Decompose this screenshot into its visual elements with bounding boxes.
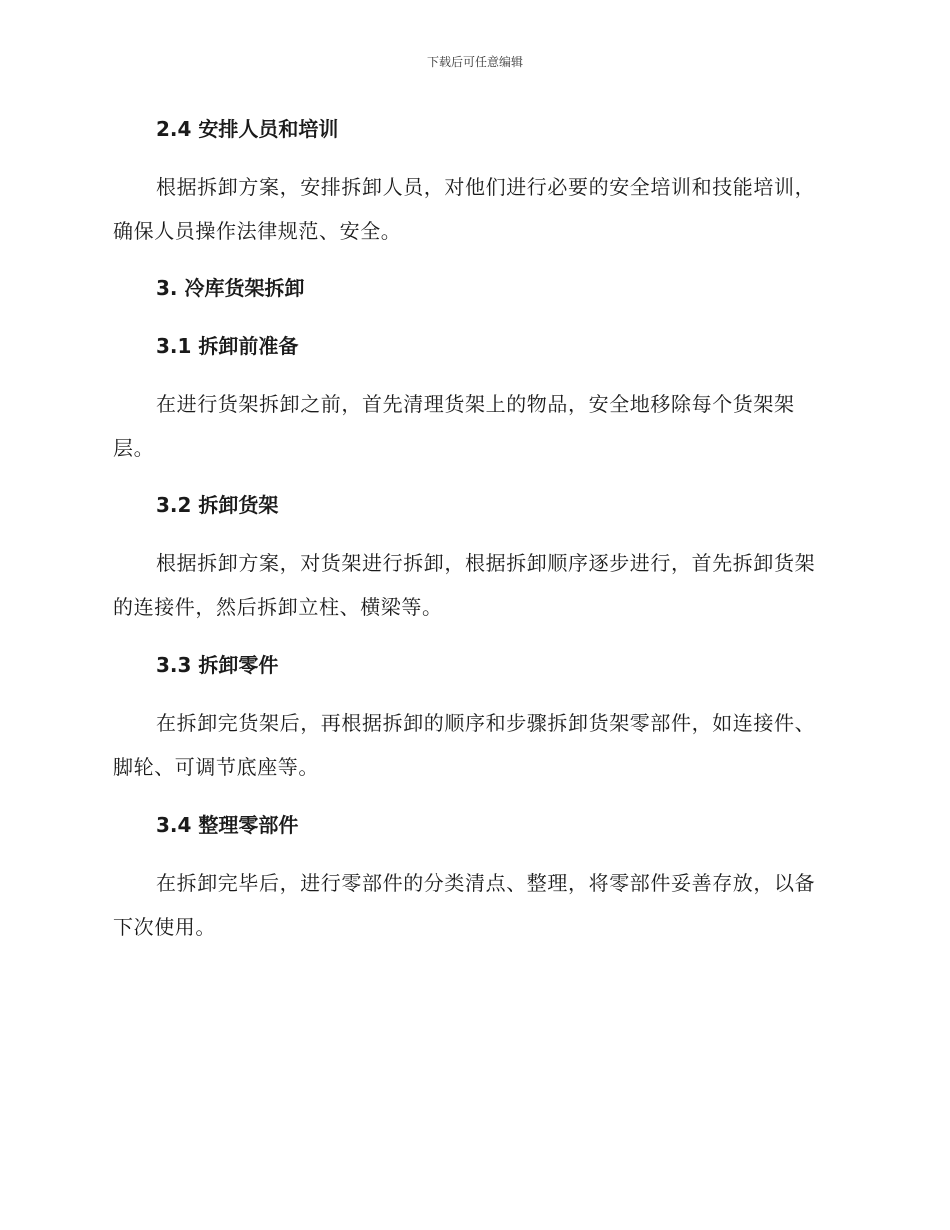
section-paragraph-3-4: 在拆卸完毕后，进行零部件的分类清点、整理，将零部件妥善存放，以备下次使用。 [113, 871, 816, 939]
section-heading-3-1: 3.1 拆卸前准备 [156, 334, 299, 358]
section-heading-3-3: 3.3 拆卸零件 [156, 653, 279, 677]
section-paragraph-3-3: 在拆卸完货架后，再根据拆卸的顺序和步骤拆卸货架零部件，如连接件、脚轮、可调节底座等。 [113, 711, 816, 779]
page-header-note: 下载后可任意编辑 [426, 55, 523, 69]
section-heading-3-4: 3.4 整理零部件 [156, 813, 299, 837]
section-heading-2-4: 2.4 安排人员和培训 [156, 117, 339, 141]
section-paragraph-3-1: 在进行货架拆卸之前，首先清理货架上的物品，安全地移除每个货架架层。 [113, 392, 795, 460]
section-heading-3-2: 3.2 拆卸货架 [156, 493, 279, 517]
section-paragraph-3-2: 根据拆卸方案，对货架进行拆卸，根据拆卸顺序逐步进行，首先拆卸货架的连接件，然后拆卸立柱、横梁等。 [113, 551, 816, 619]
section-paragraph-2-4: 根据拆卸方案，安排拆卸人员，对他们进行必要的安全培训和技能培训，确保人员操作法律规范、安全。 [113, 175, 816, 243]
section-heading-3: 3. 冷库货架拆卸 [156, 276, 305, 300]
